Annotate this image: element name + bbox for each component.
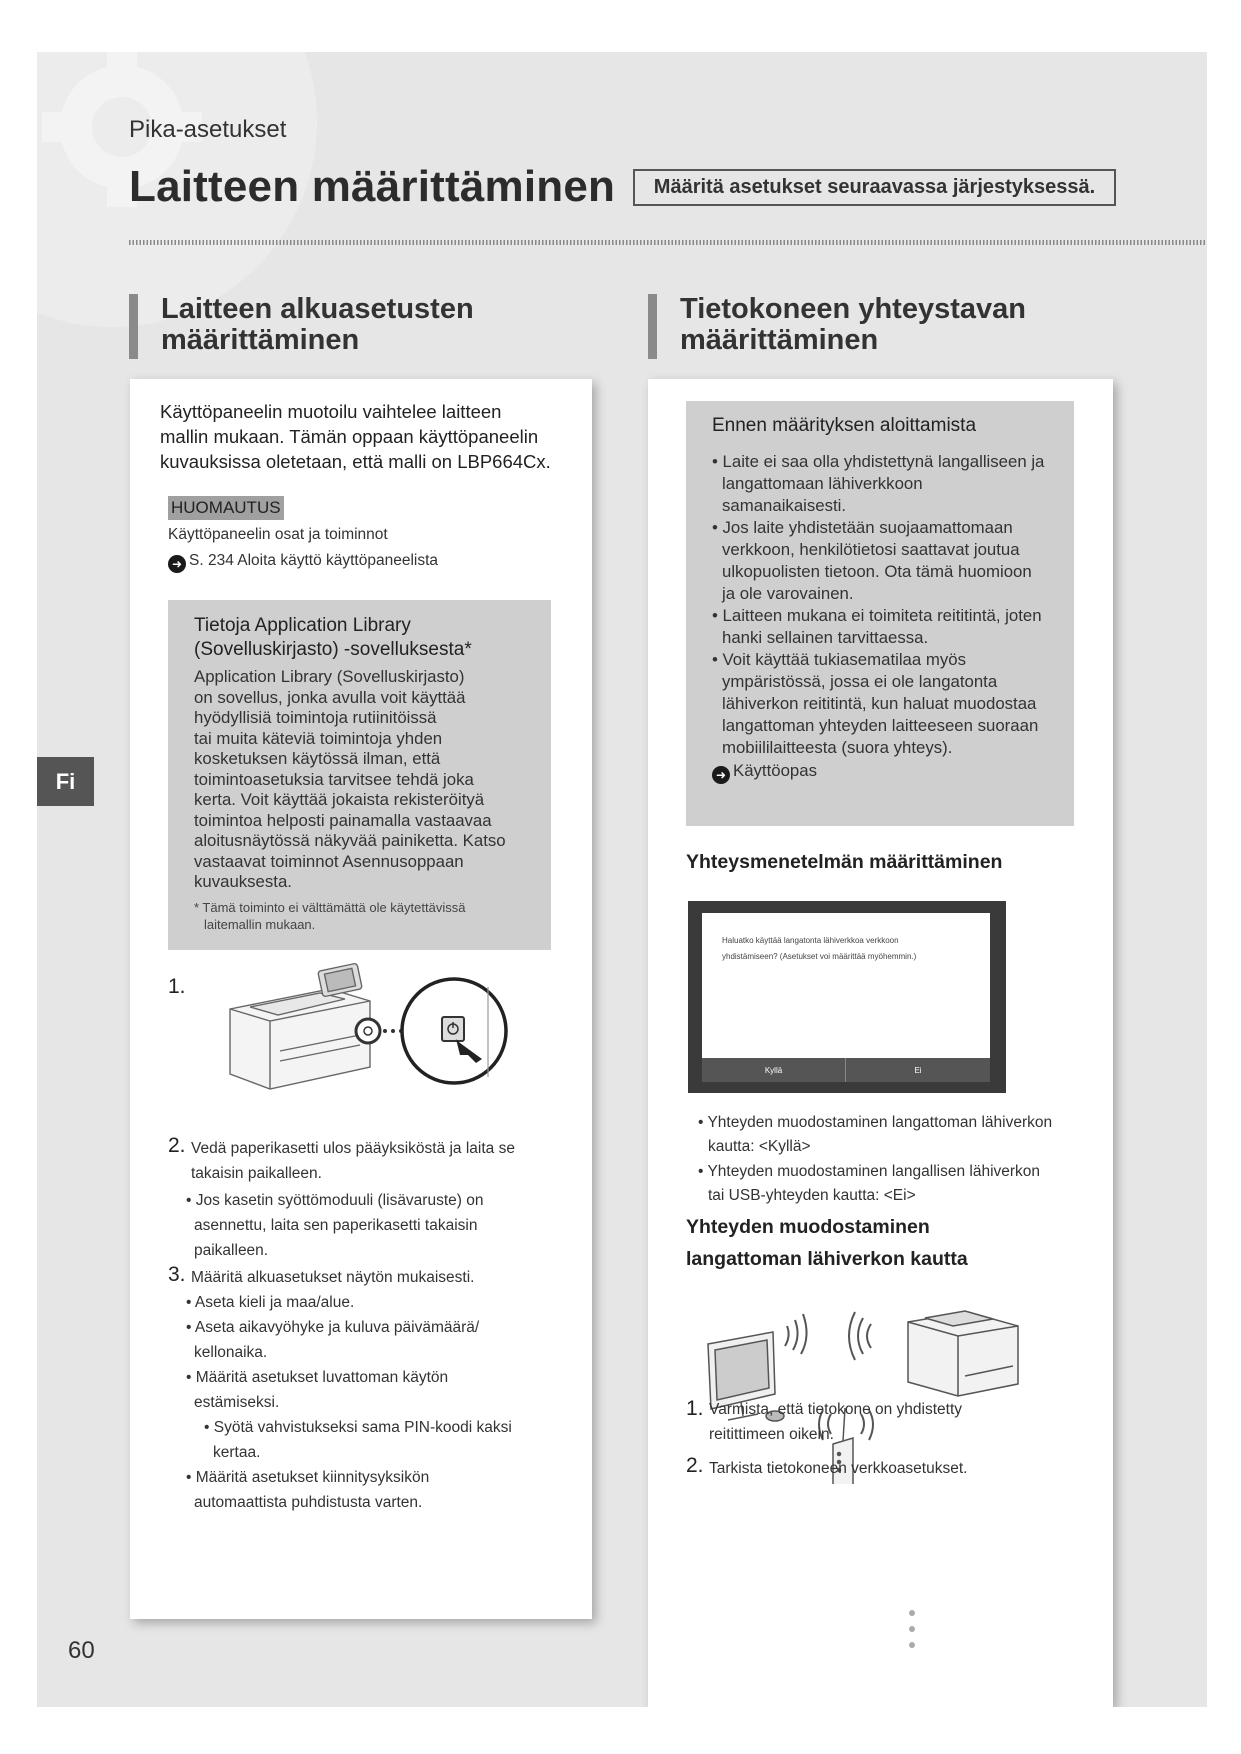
right-step-1-number: 1. xyxy=(686,1397,704,1420)
right-step-1-text: Varmista, että tietokone on yhdistetty reitittimeen oikein. xyxy=(709,1401,963,1443)
printer-power-button-illustration xyxy=(220,959,510,1109)
reference-arrow-icon: ➜ xyxy=(168,555,186,573)
dotted-divider xyxy=(129,240,1207,245)
method-bullet-wireless: • Yhteyden muodostaminen langattoman lähiverkon kautta: <Kyllä> xyxy=(698,1114,1053,1155)
page-number: 60 xyxy=(68,1637,95,1664)
step-3-number: 3. xyxy=(168,1263,186,1286)
right-section-heading xyxy=(648,294,1026,359)
method-bullet-wired: • Yhteyden muodostaminen langallisen lähiverkon tai USB-yhteyden kautta: <Ei> xyxy=(698,1163,1041,1204)
order-note-box: Määritä asetukset seuraavassa järjestyksessä. xyxy=(633,169,1116,206)
left-heading-line2: määrittäminen xyxy=(161,324,360,356)
before-item: • Laite ei saa olla yhdistettynä langalliseen ja langattomaan lähiverkkoon samanaikaisesti. xyxy=(712,452,1045,515)
wireless-network-illustration xyxy=(703,1284,1023,1484)
info-box-title: Tietoja Application Library (Sovelluskirjasto) -sovelluksesta* xyxy=(194,615,472,660)
info-box-footnote: * Tämä toiminto ei välttämättä ole käytettävissä laitemallin mukaan. xyxy=(194,899,466,932)
user-guide-reference-link[interactable]: ➜ Käyttöopas xyxy=(712,761,1048,784)
step-2-text: Vedä paperikasetti ulos pääyksiköstä ja laita se takaisin paikalleen. xyxy=(191,1140,515,1182)
right-heading-line1: Tietokoneen yhteystavan xyxy=(680,293,1026,325)
before-setup-box xyxy=(686,401,1074,826)
power-button-highlight xyxy=(356,1019,380,1043)
right-step-2-number: 2. xyxy=(686,1454,704,1477)
screen-display xyxy=(702,913,990,1082)
before-item: • Jos laite yhdistetään suojaamattomaan verkkoon, henkilötietosi saattavat joutua ulkopuolisten tietoon. Ota tämä huomioon ja ole varovainen. xyxy=(712,518,1032,603)
panel-intro-text: Käyttöpaneelin muotoilu vaihtelee laitteen mallin mukaan. Tämän oppaan käyttöpaneelin kuvauksissa oletetaan, että malli on LBP664Cx. xyxy=(160,401,551,472)
computer-connection-card xyxy=(648,379,1113,1707)
printer-icon xyxy=(908,1311,1018,1396)
note-reference-link[interactable]: ➜ S. 234 Aloita käyttö käyttöpaneelista xyxy=(168,552,438,573)
page-title: Laitteen määrittäminen xyxy=(129,162,616,211)
device-screen-illustration xyxy=(688,901,1006,1093)
step-2-number: 2. xyxy=(168,1134,186,1157)
printer-icon xyxy=(230,963,370,1089)
continuation-dot xyxy=(909,1626,915,1632)
screen-yes-button[interactable]: Kyllä xyxy=(702,1058,846,1082)
right-heading-line2: määrittäminen xyxy=(680,324,879,356)
step-3-bullets: • Aseta kieli ja maa/alue. • Aseta aikavyöhyke ja kuluva päivämäärä/ kellonaika. • Määritä asetukset luvattoman käytön estämiseksi. • Syötä vahvistukseksi sama PIN-koodi kaksi kertaa. • Määritä asetukset kiinnitysyksikön automaattista puhdistusta varten. xyxy=(186,1294,512,1511)
note-label: HUOMAUTUS xyxy=(168,496,284,520)
before-item: • Laitteen mukana ei toimiteta reititintä, joten hanki sellainen tarvittaessa. xyxy=(712,606,1042,647)
reference-arrow-icon: ➜ xyxy=(712,766,730,784)
connection-method-heading: Yhteysmenetelmän määrittäminen xyxy=(686,851,1003,873)
before-setup-title: Ennen määrityksen aloittamista xyxy=(712,415,977,436)
before-item: • Voit käyttää tukiasematilaa myös ympäristössä, jossa ei ole langatonta lähiverkon reititintä, kun haluat muodostaa langattoman yhteyden laitteeseen suoraan mobiililaitteesta (suora yhteys). xyxy=(712,650,1039,757)
step-1-number: 1. xyxy=(168,975,186,998)
language-tab: Fi xyxy=(37,757,94,806)
left-section-heading xyxy=(129,294,474,359)
continuation-dot xyxy=(909,1642,915,1648)
application-library-info-box xyxy=(168,600,551,950)
note-text: Käyttöpaneelin osat ja toiminnot xyxy=(168,526,388,543)
info-box-body: Application Library (Sovelluskirjasto) on sovellus, jonka avulla voit käyttää hyödyllisiä toimintoja rutiinitöissä tai muita käteviä toimintoja yhden kosketuksen käytössä ilman, että toimintoasetuksia tarvitsee tehdä joka kerta. Voit käyttää jokaista rekisteröityä toimintoa helposti painamalla vastaavaa aloitusnäytössä näkyvää painiketta. Katso vastaavat toiminnot Asennusoppaan kuvauksesta. xyxy=(194,667,506,891)
power-icon xyxy=(442,1017,464,1041)
right-step-2-text: Tarkista tietokoneen verkkoasetukset. xyxy=(709,1460,968,1477)
step-3-text: Määritä alkuasetukset näytön mukaisesti. xyxy=(191,1269,475,1286)
continuation-dot xyxy=(909,1610,915,1616)
initial-setup-card xyxy=(130,379,592,1619)
screen-question: Haluatko käyttää langatonta lähiverkkoa verkkoon yhdistämiseen? (Asetukset voi määrittää myöhemmin.) xyxy=(722,936,917,961)
wireless-connection-heading: Yhteyden muodostaminen langattoman lähiverkon kautta xyxy=(686,1216,968,1270)
page-background xyxy=(37,52,1207,1707)
section-kicker: Pika-asetukset xyxy=(129,116,287,143)
step-2-bullet: • Jos kasetin syöttömoduuli (lisävaruste) on asennettu, laita sen paperikasetti takaisin paikalleen. xyxy=(186,1192,484,1259)
left-heading-line1: Laitteen alkuasetusten xyxy=(161,293,474,325)
screen-no-button[interactable]: Ei xyxy=(846,1058,990,1082)
